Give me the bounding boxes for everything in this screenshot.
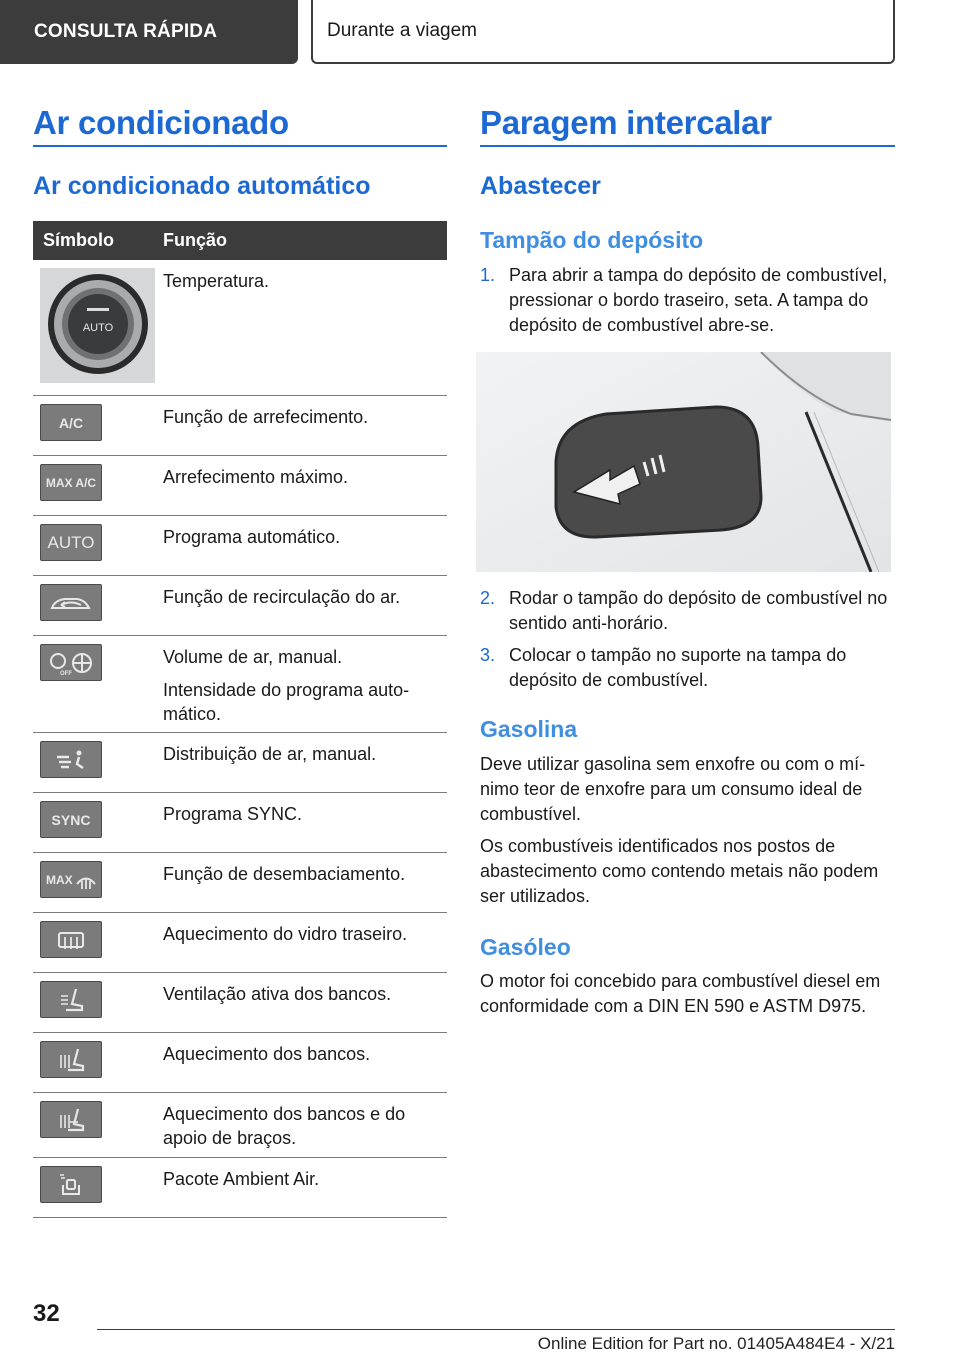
step-text: Rodar o tampão do depósito de combustível no sentido anti-horário.: [509, 588, 888, 633]
page-number: 32: [33, 1300, 60, 1327]
table-row: [33, 1093, 447, 1158]
function-text: Aquecimento do vidro traseiro.: [163, 924, 408, 944]
step-text: Para abrir a tampa do depósito de combustível, pressionar o bordo traseiro, seta. A tampa do depósito de combustível abre-se.: [509, 265, 888, 335]
gasoline-paragraph-2: Os combustíveis identificados nos postos de abastecimento como contendo metais não podem ser utilizados.: [480, 836, 879, 906]
edition-note: Online Edition for Part no. 01405A484E4 - X/21: [537, 1334, 895, 1353]
page-title: Ar condicionado: [33, 104, 289, 141]
table-row: [33, 576, 447, 636]
ac-button-icon: A/C: [40, 404, 102, 441]
fan-volume-icon: [40, 644, 102, 681]
refuel-heading: Abastecer: [480, 172, 601, 200]
step-3: [480, 643, 900, 693]
column-header-function: Função: [163, 230, 228, 250]
max-ac-button-icon: MAX A/C: [40, 464, 102, 501]
function-text: Programa automático.: [163, 527, 341, 547]
right-title: Paragem intercalar: [480, 104, 772, 141]
function-text: Distribuição de ar, manual.: [163, 744, 377, 764]
step-1: [480, 263, 900, 338]
function-text: Pacote Ambient Air.: [163, 1169, 320, 1189]
knob-label: AUTO: [82, 322, 114, 334]
table-row: [33, 516, 447, 576]
fuel-flap-image: [476, 352, 891, 572]
function-text: Programa SYNC.: [163, 804, 303, 824]
function-text: Função de desembaciamento.: [163, 864, 406, 884]
table-row: [33, 733, 447, 793]
ambient-air-icon: [40, 1166, 102, 1203]
title-rule: [33, 145, 447, 147]
table-row: [33, 636, 447, 733]
function-text: Ventilação ativa dos bancos.: [163, 984, 392, 1004]
recirculation-icon: [40, 584, 102, 621]
function-text: Aquecimento dos bancos e do apoio de braços.: [163, 1104, 406, 1148]
footer-rule: [97, 1329, 895, 1330]
column-header-symbol: Símbolo: [43, 230, 114, 250]
table-row: [33, 396, 447, 456]
fuel-cap-heading: Tampão do depósito: [480, 227, 704, 253]
table-row: [33, 1158, 447, 1218]
function-text: Função de arrefecimento.: [163, 407, 369, 427]
sync-button-icon: SYNC: [40, 801, 102, 838]
function-text: Arrefecimento máximo.: [163, 467, 349, 487]
rear-window-heating-icon: [40, 921, 102, 958]
step-number: 2.: [480, 588, 496, 608]
chapter-label: Durante a viagem: [327, 20, 477, 41]
air-distribution-icon: [40, 741, 102, 778]
auto-button-icon: AUTO: [40, 524, 102, 561]
function-text: Volume de ar, manual.: [163, 647, 343, 667]
step-number: 3.: [480, 645, 496, 665]
right-title-rule: [480, 145, 895, 147]
function-text: Função de recirculação do ar.: [163, 587, 401, 607]
table-row: [33, 793, 447, 853]
table-row: [33, 456, 447, 516]
step-2: [480, 586, 900, 636]
table-row: [33, 260, 447, 396]
seat-heating-icon: [40, 1041, 102, 1078]
function-text: Intensidade do programa automático.: [163, 680, 410, 724]
function-text: Aquecimento dos bancos.: [163, 1044, 371, 1064]
table-header: [33, 221, 447, 260]
max-defrost-label: MAX: [46, 872, 73, 887]
table-row: [33, 853, 447, 913]
gasoline-heading: Gasolina: [480, 716, 578, 742]
diesel-heading: Gasóleo: [480, 934, 571, 960]
function-text: Temperatura.: [163, 271, 270, 291]
diesel-paragraph: O motor foi concebido para combustível diesel em conformidade com a DIN EN 590 e ASTM D975.: [480, 971, 881, 1016]
chapter-tab: [311, 0, 895, 64]
seat-armrest-heating-icon: [40, 1101, 102, 1138]
gasoline-paragraph-1: Deve utilizar gasolina sem enxofre ou com o mínimo teor de enxofre para um consumo ideal de combustível.: [480, 754, 866, 824]
section-heading: Ar condicionado automático: [33, 172, 371, 200]
step-text: Colocar o tampão no suporte na tampa do depósito de combustível.: [509, 645, 847, 690]
step-number: 1.: [480, 265, 496, 285]
symbol-table: [33, 221, 447, 1218]
temperature-knob-icon: [40, 268, 155, 383]
seat-ventilation-icon: [40, 981, 102, 1018]
section-tab: CONSULTA RÁPIDA: [0, 0, 298, 64]
svg-text:OFF: OFF: [60, 670, 72, 676]
table-row: [33, 1033, 447, 1093]
table-row: [33, 913, 447, 973]
table-row: [33, 973, 447, 1033]
max-defrost-icon: [40, 861, 102, 898]
